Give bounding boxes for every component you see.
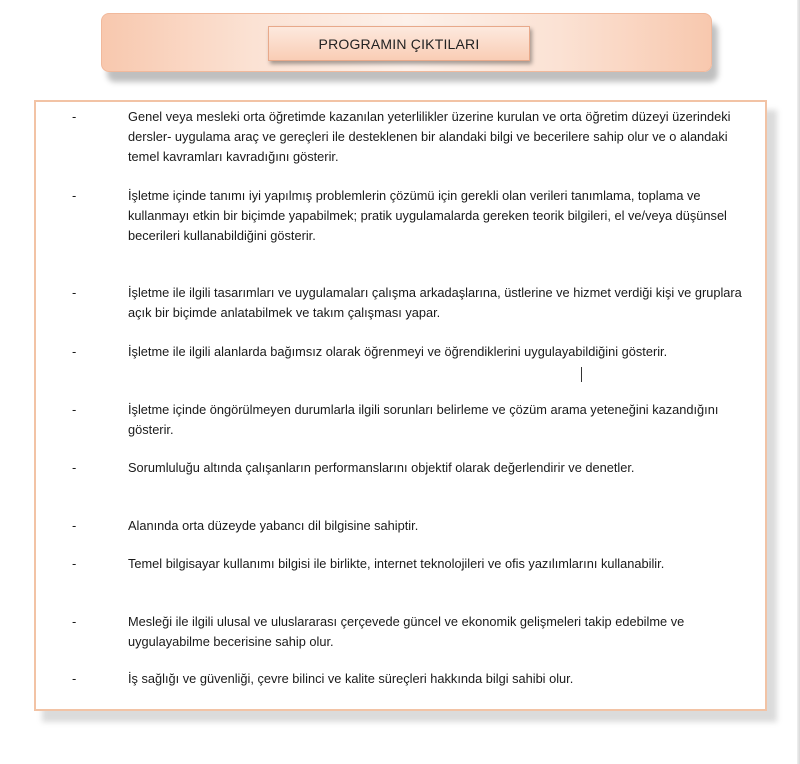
list-marker: - — [72, 460, 77, 475]
list-item-text: İş sağlığı ve güvenliği, çevre bilinci ve kalite süreçleri hakkında bilgi sahibi olur. — [128, 671, 574, 686]
list-item — [72, 342, 762, 362]
list-item-text: İşletme ile ilgili alanlarda bağımsız olarak öğrenmeyi ve öğrendiklerini uygulayabildiğini gösterir. — [128, 344, 668, 359]
outcomes-panel — [34, 100, 767, 711]
list-marker: - — [72, 402, 77, 417]
list-item-text: Sorumluluğu altında çalışanların performanslarını objektif olarak değerlendirir ve denetler. — [128, 460, 635, 475]
list-marker: - — [72, 556, 77, 571]
list-item-text: Alanında orta düzeyde yabancı dil bilgisine sahiptir. — [128, 518, 419, 533]
list-item-text: Genel veya mesleki orta öğretimde kazanılan yeterlilikler üzerine kurulan ve orta öğretim düzeyi üzerindeki dersler- uygulama araç ve gereçleri ile desteklenen bir alandaki bilgi ve becerilere sahip olur ve o alandaki temel kavramları kavradığını gösterir. — [128, 109, 731, 164]
list-marker: - — [72, 614, 77, 629]
list-item-text: Temel bilgisayar kullanımı bilgisi ile birlikte, internet teknolojileri ve ofis yazılımlarını kullanabilir. — [128, 556, 665, 571]
list-item — [72, 516, 762, 536]
page-title: PROGRAMIN ÇIKTILARI — [268, 26, 530, 61]
list-item-text: Mesleği ile ilgili ulusal ve uluslararası çerçevede güncel ve ekonomik gelişmeleri takip edebilme ve uygulayabilme becerisine sahip olur. — [128, 614, 685, 649]
list-item — [72, 669, 762, 689]
list-item — [72, 186, 762, 246]
list-item-text: İşletme içinde tanımı iyi yapılmış problemlerin çözümü için gerekli olan verileri tanımlama, toplama ve kullanmayı etkin bir biçimde yapabilmek; pratik uygulamalarda gereken teorik bilgileri, el ve/veya düşünsel becerileri kullanabildiğini gösterir. — [128, 188, 727, 243]
list-item-text: İşletme içinde öngörülmeyen durumlarla ilgili sorunları belirleme ve çözüm arama yeteneğini kazandığını gösterir. — [128, 402, 719, 437]
list-item — [72, 400, 762, 440]
list-item — [72, 612, 762, 652]
list-marker: - — [72, 109, 77, 124]
list-item-text: İşletme ile ilgili tasarımları ve uygulamaları çalışma arkadaşlarına, üstlerine ve hizmet verdiği kişi ve gruplara açık bir biçimde anlatabilmek ve takım çalışması yapar. — [128, 285, 742, 320]
list-marker: - — [72, 671, 77, 686]
list-marker: - — [72, 285, 77, 300]
list-marker: - — [72, 518, 77, 533]
list-item — [72, 283, 762, 323]
list-item — [72, 458, 762, 478]
list-item — [72, 107, 762, 167]
list-item — [72, 554, 762, 574]
list-marker: - — [72, 188, 77, 203]
list-marker: - — [72, 344, 77, 359]
text-cursor — [581, 367, 582, 382]
